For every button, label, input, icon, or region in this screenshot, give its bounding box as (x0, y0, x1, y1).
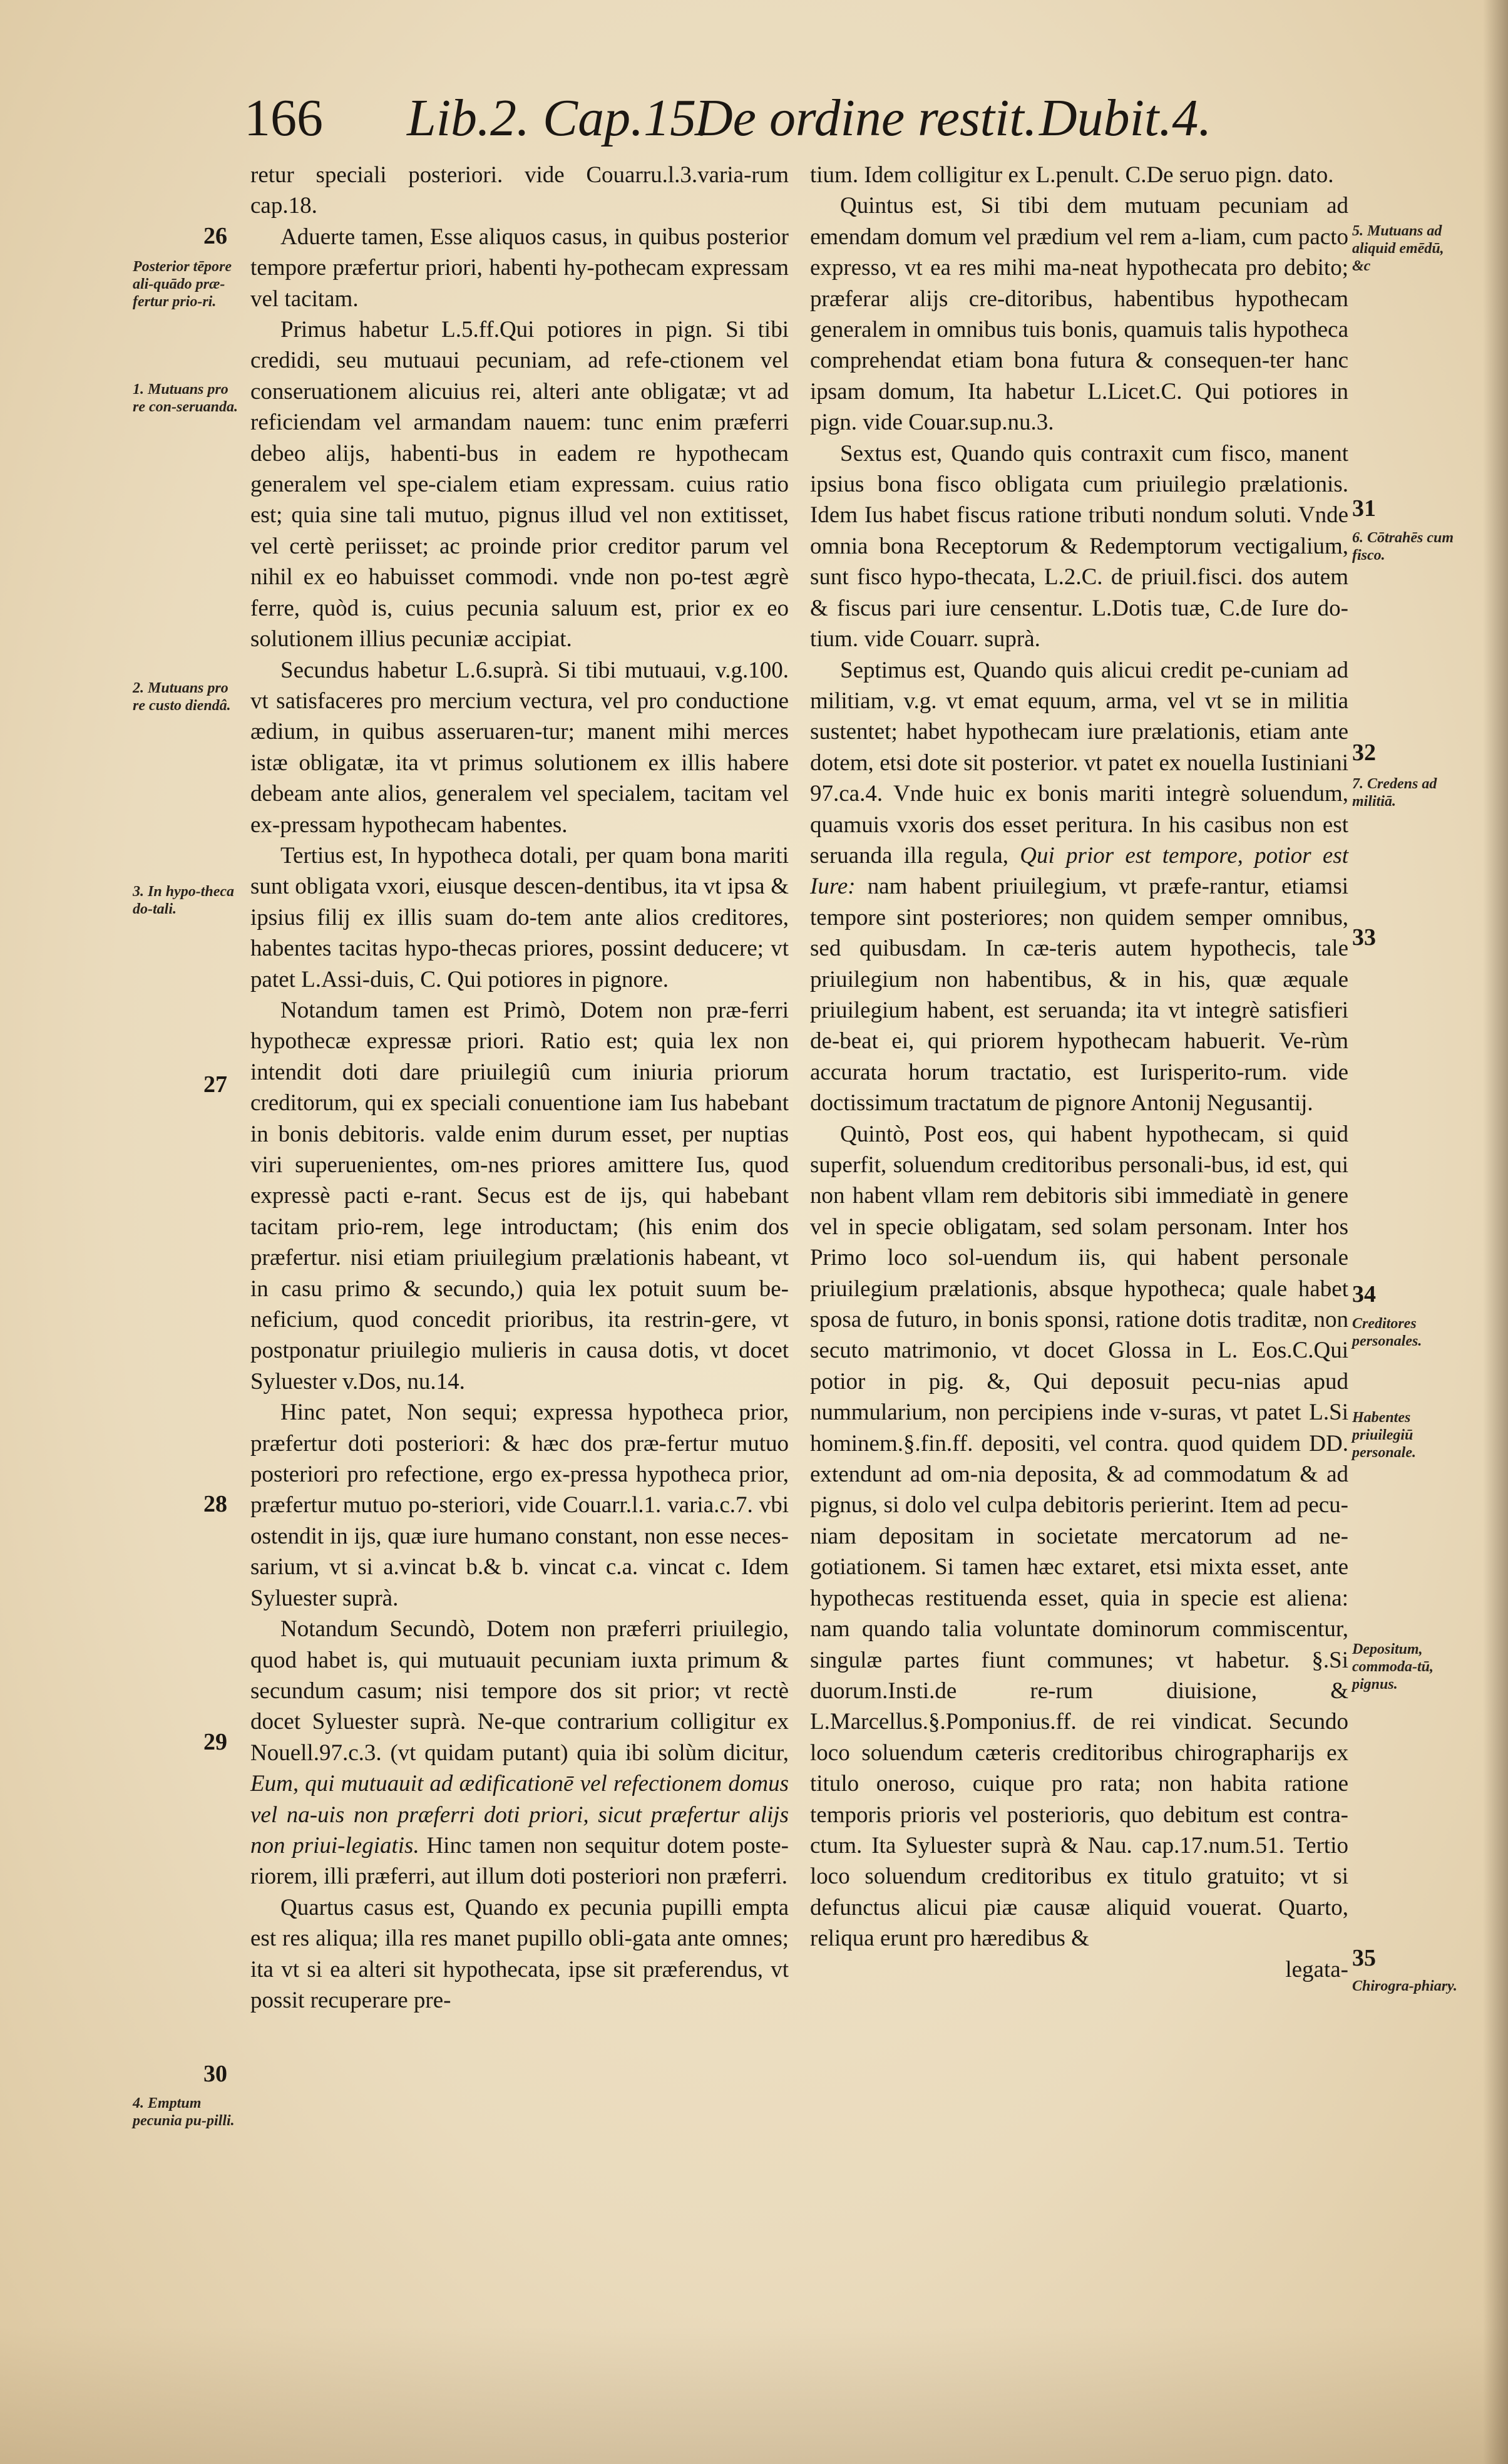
margin-note: 4. Emptum pecunia pu-pilli. (133, 2095, 235, 2129)
book-chapter: Lib.2. Cap.15. (407, 89, 710, 147)
margin-note: Creditores personales. (1352, 1316, 1422, 1349)
section-number: 28 (203, 1491, 227, 1517)
margin-note: 1. Mutuans pro re con-seruanda. (133, 381, 239, 415)
quotation: Qui prior est tempore, potior est Iure: (810, 842, 1349, 900)
section-number: 32 (1352, 740, 1376, 766)
dubitatio-number: Dubit.4. (1039, 89, 1212, 147)
paragraph: Secundus habetur L.6.suprà. Si tibi mutuaui, v.g.100. vt satisfaceres pro mercium vectura, vel pro conductione ædium, in quibus asseruaren-tur; manent mihi merces istæ obligatæ, ita vt primus solutionem ex illis habere debeam ante alios, generalem vel specialem, tacitam vel ex-pressam hypothecam habentes. (250, 657, 789, 838)
paragraph-text: nam habent priuilegium, vt præfe-rantur, etiamsi tempore sint posteriores; non quidem semper omnibus, sed quibusdam. In cæ-teris autem hypothecis, tale priuilegium non habentibus, & in his, quæ æquale priuilegium habent, est seruanda; ita vt integrè satisfieri de-beat ei, qui priorem hypothecam habuerit. Ve-rùm accurata horum tractatio, est Iurisperito-rum. vide doctissimum tractatum de pignore Antonij Negusantij. (810, 874, 1349, 1116)
page-number: 166 (244, 89, 323, 147)
margin-note: 2. Mutuans pro re custo diendâ. (133, 680, 231, 714)
catchword: legata- (1285, 1956, 1348, 1982)
paragraph (810, 655, 1348, 1119)
paragraph-text: Hinc tamen non sequitur dotem poste-riorem, illi præferri, aut illum doti posteriori non præferri. (250, 1832, 789, 1890)
right-text-column (810, 160, 1348, 1985)
section-number: 26 (203, 223, 227, 249)
margin-note: 6. Cōtrahēs cum fisco. (1352, 530, 1454, 564)
page-edge-shadow (1483, 0, 1508, 2464)
margin-note: Depositum, commoda-tū, pignus. (1352, 1641, 1434, 1693)
section-number: 35 (1352, 1945, 1376, 1971)
paragraph: Notandum tamen est Primò, Dotem non præ-ferri hypothecæ expressæ priori. Ratio est; quia lex non intendit doti dare priuilegiû cum iniuria priorum creditorum, qui ex speciali conuentione iam Ius habebant in bonis debitoris. valde enim durum esset, per nuptias viri superuenientes, om-nes priores amittere Ius, quod expressè pacti e-rant. Secus est de ijs, qui habebant tacitam prio-rem, lege introductam; (his enim dos præfertur. nisi etiam priuilegium prælationis habeant, vt in casu primo & secundo,) quia lex potuit suum be-neficium, quod concedit prioribus, ita restrin-gere, vt postponatur priuilegio mulieris in causa dotis, vt docet Syluester v.Dos, nu.14. (250, 997, 789, 1394)
section-number: 27 (203, 1071, 227, 1098)
paragraph: Quintò, Post eos, qui habent hypothecam, si quid superfit, soluendum creditoribus personali-bus, id est, qui non habent vllam rem debitoris sibi immediatè in genere vel in specie obligatam, sed solam personam. Inter hos Primo loco sol-uendum iis, qui habent personale priuilegium prælationis, absque hypotheca; quale habet sposa de futuro, in bonis sponsi, ratione dotis traditæ, non secuto matrimonio, vt docet Glossa in L. Eos.C.Qui potior in pig. &, Qui deposuit pecu-nias apud nummularium, non percipiens inde v-suras, vt patet L.Si hominem.§.fin.ff. depositi, vel contra. quod quidem DD. extendunt ad om-nia deposita, & ad commodatum & ad pignus, si dolo vel culpa debitoris perierint. Item ad pecu-niam depositam in societate mercatorum ad ne-gotiationem. Si tamen hæc extaret, etsi mixta esset, ante hypothecas restituenda esset, quia in specie est aliena: nam quando talia voluntate dominorum commiscentur, singulæ partes fiunt communes; vt habetur. §.Si duorum.Insti.de re-rum diuisione, & L.Marcellus.§.Pomponius.ff. de rei vindicat. Secundo loco soluendum cæteris creditoribus chirographarijs ex titulo oneroso, cuique pro rata; non habita ratione temporis prioris vel posterioris, quo debitum est contra-ctum. Ita Syluester suprà & Nau. cap.17.num.51. Tertio loco soluendum creditoribus ex titulo gratuito; vt si defunctus alicui piæ causæ aliquid vouerat. Quarto, reliqua erunt pro hæredibus & (810, 1121, 1348, 1952)
paragraph: tium. Idem colligitur ex L.penult. C.De seruo pign. dato. (810, 162, 1334, 188)
section-number: 29 (203, 1729, 227, 1755)
paragraph: Hinc patet, Non sequi; expressa hypotheca prior, præfertur doti posteriori: & hæc dos præ-fertur mutuo posteriori pro refectione, ergo ex-pressa hypotheca prior, præfertur mutuo po-steriori, vide Couarr.l.1. varia.c.7. vbi ostendit in ijs, quæ iure humano constant, non esse neces-sarium, vt si a.vincat b.& b. vincat c.a. vincat c. Idem Syluester suprà. (250, 1400, 789, 1611)
page-bottom-shade (0, 2326, 1508, 2464)
paragraph: Quintus est, Si tibi dem mutuam pecuniam ad emendam domum vel prædium vel rem a-liam, cum pacto expresso, vt ea res mihi ma-neat hypothecata pro debito; præferar alijs cre-ditoribus, habentibus hypothecam generalem in omnibus tuis bonis, quamuis talis hypotheca comprehendat etiam bona futura & consequen-ter hanc ipsam domum, Ita habetur L.Licet.C. Qui potiores in pign. vide Couar.sup.nu.3. (810, 193, 1348, 436)
margin-note: Habentes priuilegiū personale. (1352, 1410, 1416, 1461)
left-text-column (250, 160, 789, 2016)
paragraph: Aduerte tamen, Esse aliquos casus, in quibus posterior tempore præfertur priori, habenti hy-pothecam expressam vel tacitam. (250, 224, 789, 312)
margin-note: 5. Mutuans ad aliquid emēdū, &c (1352, 223, 1444, 274)
margin-note: Posterior tēpore ali-quādo præ-fertur prio-ri. (133, 259, 232, 310)
paragraph: Primus habetur L.5.ff.Qui potiores in pign. Si tibi credidi, seu mutuaui pecuniam, ad refe-ctionem vel conseruationem alicuius rei, alteri ante obligatæ; vt ad reficiendam vel armandam nauem: tunc enim præferri debeo alijs, habenti-bus in eadem re hypothecam generalem vel spe-cialem etiam expressam. cuius ratio est; quia sine tali mutuo, pignus illud vel non extitisset, vel certè periisset; ac proinde prior creditor parum vel nihil ex eo habuisset commodi. vnde non po-test ægrè ferre, quòd is, cuius pecunia saluum est, prior ex eo solutionem illius pecuniæ accipiat. (250, 317, 789, 652)
margin-note: Chirogra-phiary. (1352, 1978, 1457, 1994)
running-title: De ordine restit. (695, 89, 1037, 147)
section-number: 34 (1352, 1281, 1376, 1307)
margin-note: 7. Credens ad militiā. (1352, 776, 1437, 810)
running-header (244, 88, 1221, 157)
margin-note: 3. In hypo-theca do-tali. (133, 884, 234, 917)
section-number: 30 (203, 2061, 227, 2087)
paragraph-text: Notandum Secundò, Dotem non præferri priuilegio, quod habet is, qui mutuauit pecuniam iuxta primum & secundum casum; nisi tempore dos sit prior; vt rectè docet Syluester suprà. Ne-que contrarium colligitur ex Nouell.97.c.3. (vt quidam putant) quia ibi solùm dicitur, (250, 1616, 789, 1766)
paragraph: retur speciali posteriori. vide Couarru.l.3.varia-rum cap.18. (250, 162, 789, 219)
paragraph: Tertius est, In hypotheca dotali, per quam bona mariti sunt obligata vxori, eiusque descen-dentibus, ita vt ipsa & ipsius filij ex illis suam do-tem ante alios creditores, habentes tacitas hypo-thecas priores, possint deducere; vt patet L.Assi-duis, C. Qui potiores in pignore. (250, 842, 789, 992)
paragraph (250, 1614, 789, 1892)
paragraph: Quartus casus est, Quando ex pecunia pupilli empta est res aliqua; illa res manet pupillo obli-gata ante omnes; ita vt si ea alteri sit hypothecata, ipse sit præferendus, vt possit recuperare pre- (250, 1894, 789, 2013)
quotation: Eum, qui mutuauit ad ædificationē vel refectionem domus vel na-uis non præferri doti priori, sicut præfertur alijs non priui-legiatis. (250, 1771, 789, 1858)
section-number: 33 (1352, 924, 1376, 951)
paragraph: Sextus est, Quando quis contraxit cum fisco, manent ipsius bona fisco obligata cum priuilegio prælationis. Idem Ius habet fiscus ratione tributi nondum soluti. Vnde omnia bona Receptorum & Redemptorum vectigalium, sunt fisco hypo-thecata, L.2.C. de priuil.fisci. dos autem & fiscus pari iure censentur. L.Dotis tuæ, C.de Iure do-tium. vide Couarr. suprà. (810, 440, 1348, 652)
paragraph-text: Septimus est, Quando quis alicui credit pe-cuniam ad militiam, v.g. vt emat equum, arma, vel vt se in militia sustentet; habet hypothecam iure prælationis, etiam ante dotem, etsi dote sit posterior. vt patet ex nouella Iustiniani 97.ca.4. Vnde huic ex bonis mariti integrè soluendum, quamuis vxoris dos esset peritura. In his casibus non est seruanda illa regula, (810, 657, 1348, 869)
section-number: 31 (1352, 495, 1376, 522)
